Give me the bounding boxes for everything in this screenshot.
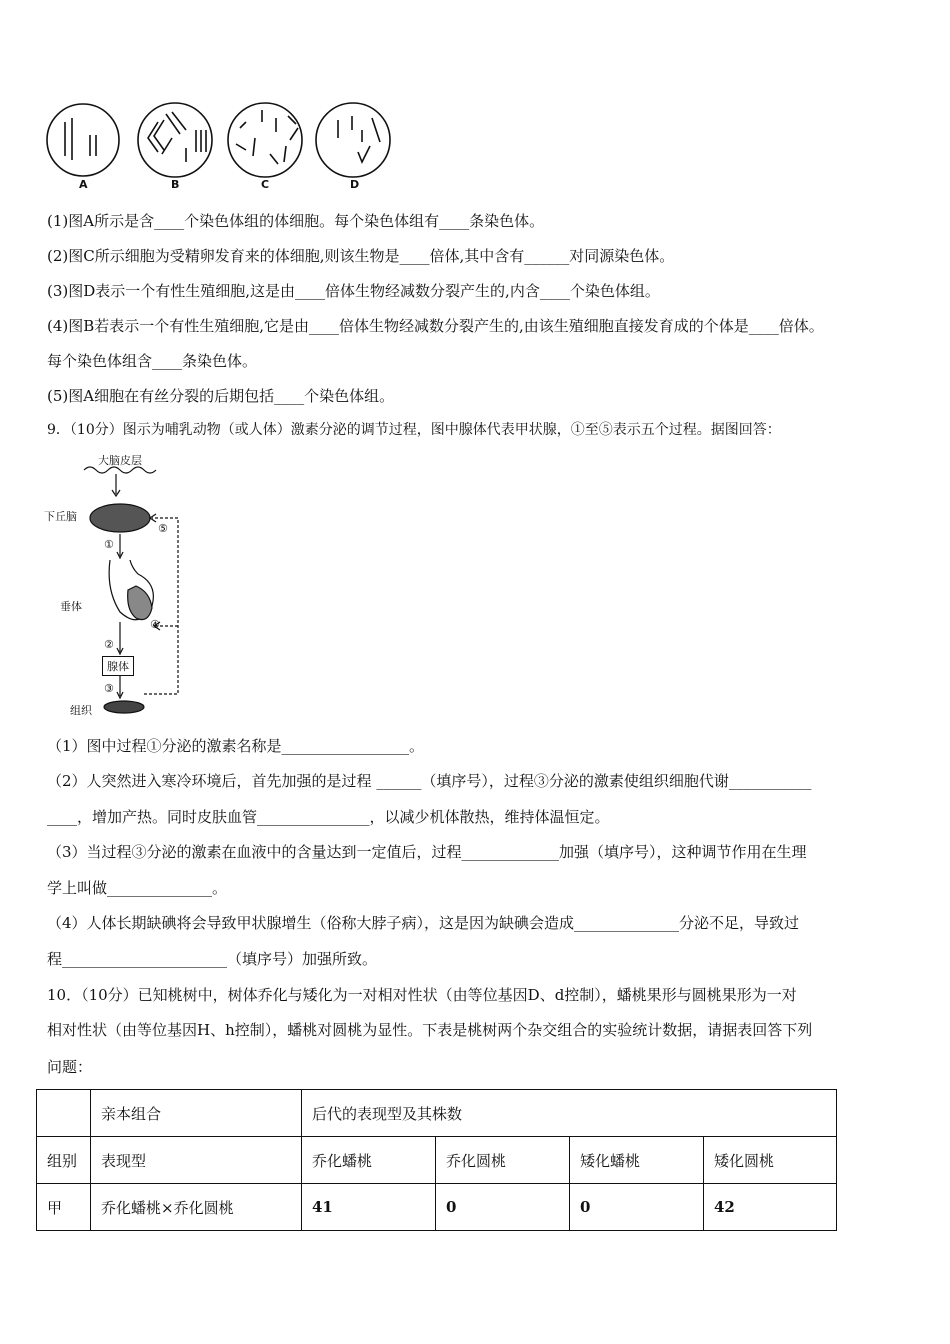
header-cell: 矮化圆桃 bbox=[704, 1137, 837, 1184]
step-2: ② bbox=[104, 638, 114, 651]
q8-line-3: (3)图D表示一个有性生殖细胞,这是由____倍体生物经减数分裂产生的,内含____个染色体组。 bbox=[47, 282, 660, 300]
header-cell: 后代的表现型及其株数 bbox=[302, 1090, 837, 1137]
label-d: D bbox=[350, 178, 360, 191]
step-1: ① bbox=[104, 538, 114, 551]
cortex-label: 大脑皮层 bbox=[98, 454, 142, 467]
step-5: ⑤ bbox=[158, 522, 168, 535]
pituitary-label: 垂体 bbox=[60, 600, 82, 613]
q9-line-3: ____，增加产热。同时皮肤血管_______________，以减少机体散热，维持体温恒定。 bbox=[47, 808, 610, 826]
q10-line-3: 问题： bbox=[47, 1058, 93, 1076]
table-cell: 乔化蟠桃×乔化圆桃 bbox=[91, 1184, 302, 1231]
q8-line-5: 每个染色体组含____条染色体。 bbox=[47, 352, 258, 370]
table-cell: 41 bbox=[302, 1184, 436, 1231]
cell-a bbox=[47, 104, 119, 176]
header-cell: 乔化蟠桃 bbox=[302, 1137, 436, 1184]
q9-stem: 9．（10分）图示为哺乳动物（或人体）激素分泌的调节过程，图中腺体代表甲状腺，①至⑤表示五个过程。据图回答： bbox=[47, 422, 781, 438]
cross-table bbox=[36, 1089, 837, 1231]
header-cell: 表现型 bbox=[91, 1137, 302, 1184]
table-row bbox=[37, 1184, 837, 1231]
table-cell: 0 bbox=[436, 1184, 570, 1231]
q9-line-1: （1）图中过程①分泌的激素名称是_________________。 bbox=[47, 737, 425, 755]
q9-line-4: （3）当过程③分泌的激素在血液中的含量达到一定值后，过程_____________加强（填序号），这种调节作用在生理 bbox=[47, 843, 807, 861]
q8-line-1: (1)图A所示是含____个染色体组的体细胞。每个染色体组有____条染色体。 bbox=[47, 212, 545, 230]
q8-line-6: (5)图A细胞在有丝分裂的后期包括____个染色体组。 bbox=[47, 387, 395, 405]
label-b: B bbox=[171, 178, 180, 191]
gland-box: 腺体 bbox=[102, 656, 134, 676]
step-4: ④ bbox=[150, 618, 160, 631]
chromosome-figure bbox=[40, 100, 400, 195]
header-cell: 亲本组合 bbox=[91, 1090, 302, 1137]
q9-line-7: 程______________________（填序号）加强所致。 bbox=[47, 950, 378, 968]
header-cell: 组别 bbox=[37, 1137, 91, 1184]
table-cell: 甲 bbox=[37, 1184, 91, 1231]
hypothalamus-label: 下丘脑 bbox=[44, 510, 77, 523]
q9-line-6: （4）人体长期缺碘将会导致甲状腺增生（俗称大脖子病），这是因为缺碘会造成______________分泌不足，导致过 bbox=[47, 914, 800, 932]
step-3: ③ bbox=[104, 682, 114, 695]
header-cell: 乔化圆桃 bbox=[436, 1137, 570, 1184]
header-cell: 矮化蟠桃 bbox=[570, 1137, 704, 1184]
q9-line-2: （2）人突然进入寒冷环境后，首先加强的是过程 ______（填序号），过程③分泌的激素使组织细胞代谢___________ bbox=[47, 772, 812, 790]
table-cell: 0 bbox=[570, 1184, 704, 1231]
q10-line-2: 相对性状（由等位基因H、h控制），蟠桃对圆桃为显性。下表是桃树两个杂交组合的实验统计数据，请据表回答下列 bbox=[47, 1021, 813, 1039]
label-a: A bbox=[79, 178, 88, 191]
table-header-row-2 bbox=[37, 1137, 837, 1184]
q8-line-4: (4)图B若表示一个有性生殖细胞,它是由____倍体生物经减数分裂产生的,由该生殖细胞直接发育成的个体是____倍体。 bbox=[47, 317, 824, 335]
q10-line-1: 10．（10分）已知桃树中，树体乔化与矮化为一对相对性状（由等位基因D、d控制），蟠桃果形与圆桃果形为一对 bbox=[47, 986, 797, 1004]
table-cell: 42 bbox=[704, 1184, 837, 1231]
label-c: C bbox=[261, 178, 270, 191]
hormone-diagram bbox=[40, 450, 200, 718]
q9-line-5: 学上叫做______________。 bbox=[47, 879, 228, 897]
header-cell bbox=[37, 1090, 91, 1137]
q8-line-2: (2)图C所示细胞为受精卵发育来的体细胞,则该生物是____倍体,其中含有______对同源染色体。 bbox=[47, 247, 675, 265]
diagram-shapes bbox=[40, 450, 200, 718]
tissue-label: 组织 bbox=[70, 704, 92, 717]
table-header-row-1 bbox=[37, 1090, 837, 1137]
